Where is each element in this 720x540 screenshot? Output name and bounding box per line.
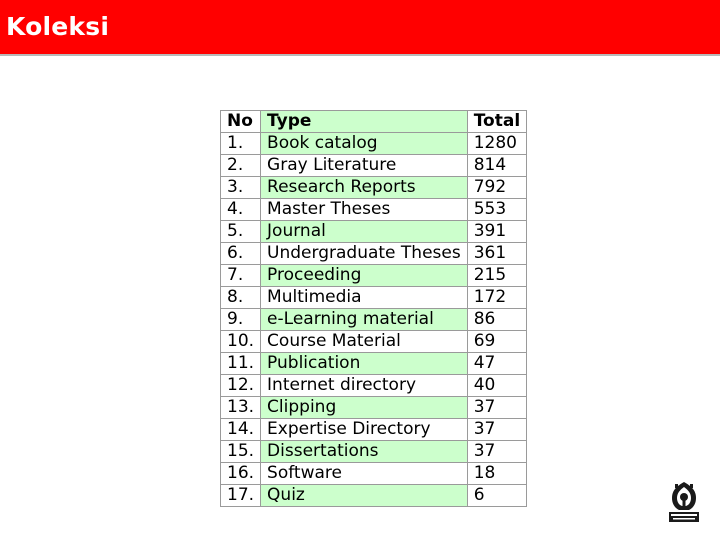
row-total: 47: [467, 353, 526, 375]
row-type: Undergraduate Theses: [261, 243, 468, 265]
row-total: 18: [467, 463, 526, 485]
row-type: Book catalog: [261, 133, 468, 155]
row-number: 11.: [221, 353, 261, 375]
table-row: [221, 287, 527, 309]
row-number: 6.: [221, 243, 261, 265]
table-row: [221, 243, 527, 265]
table-row: [221, 265, 527, 287]
row-type: e-Learning material: [261, 309, 468, 331]
table-row: [221, 133, 527, 155]
row-number: 7.: [221, 265, 261, 287]
collection-table-container: [220, 110, 527, 507]
row-number: 8.: [221, 287, 261, 309]
row-number: 13.: [221, 397, 261, 419]
row-number: 15.: [221, 441, 261, 463]
row-total: 37: [467, 419, 526, 441]
slide-title: Koleksi: [6, 12, 110, 41]
row-number: 5.: [221, 221, 261, 243]
header-type: Type: [261, 111, 468, 133]
university-emblem-icon: [667, 480, 701, 524]
row-type: Journal: [261, 221, 468, 243]
table-header-row: [221, 111, 527, 133]
row-number: 12.: [221, 375, 261, 397]
row-type: Quiz: [261, 485, 468, 507]
collection-table: [220, 110, 527, 507]
row-total: 215: [467, 265, 526, 287]
header-no: No: [221, 111, 261, 133]
table-row: [221, 155, 527, 177]
row-total: 172: [467, 287, 526, 309]
row-number: 17.: [221, 485, 261, 507]
row-type: Course Material: [261, 331, 468, 353]
table-row: [221, 485, 527, 507]
row-type: Master Theses: [261, 199, 468, 221]
row-type: Dissertations: [261, 441, 468, 463]
table-row: [221, 221, 527, 243]
row-total: 40: [467, 375, 526, 397]
table-body: [221, 133, 527, 507]
row-number: 2.: [221, 155, 261, 177]
row-type: Internet directory: [261, 375, 468, 397]
row-type: Multimedia: [261, 287, 468, 309]
row-total: 37: [467, 397, 526, 419]
table-row: [221, 441, 527, 463]
row-number: 10.: [221, 331, 261, 353]
table-row: [221, 199, 527, 221]
row-total: 391: [467, 221, 526, 243]
row-total: 814: [467, 155, 526, 177]
row-type: Clipping: [261, 397, 468, 419]
row-number: 3.: [221, 177, 261, 199]
row-type: Expertise Directory: [261, 419, 468, 441]
header-total: Total: [467, 111, 526, 133]
row-total: 792: [467, 177, 526, 199]
title-bar: [0, 0, 720, 54]
row-total: 37: [467, 441, 526, 463]
table-row: [221, 309, 527, 331]
table-row: [221, 375, 527, 397]
row-number: 14.: [221, 419, 261, 441]
row-number: 16.: [221, 463, 261, 485]
row-total: 69: [467, 331, 526, 353]
title-bar-shadow: [0, 54, 720, 56]
table-row: [221, 353, 527, 375]
row-total: 553: [467, 199, 526, 221]
row-total: 361: [467, 243, 526, 265]
table-row: [221, 331, 527, 353]
row-type: Gray Literature: [261, 155, 468, 177]
row-number: 1.: [221, 133, 261, 155]
table-row: [221, 419, 527, 441]
row-type: Publication: [261, 353, 468, 375]
row-total: 6: [467, 485, 526, 507]
row-number: 4.: [221, 199, 261, 221]
row-number: 9.: [221, 309, 261, 331]
row-type: Research Reports: [261, 177, 468, 199]
table-row: [221, 397, 527, 419]
row-type: Software: [261, 463, 468, 485]
row-total: 1280: [467, 133, 526, 155]
row-total: 86: [467, 309, 526, 331]
table-row: [221, 177, 527, 199]
table-row: [221, 463, 527, 485]
row-type: Proceeding: [261, 265, 468, 287]
